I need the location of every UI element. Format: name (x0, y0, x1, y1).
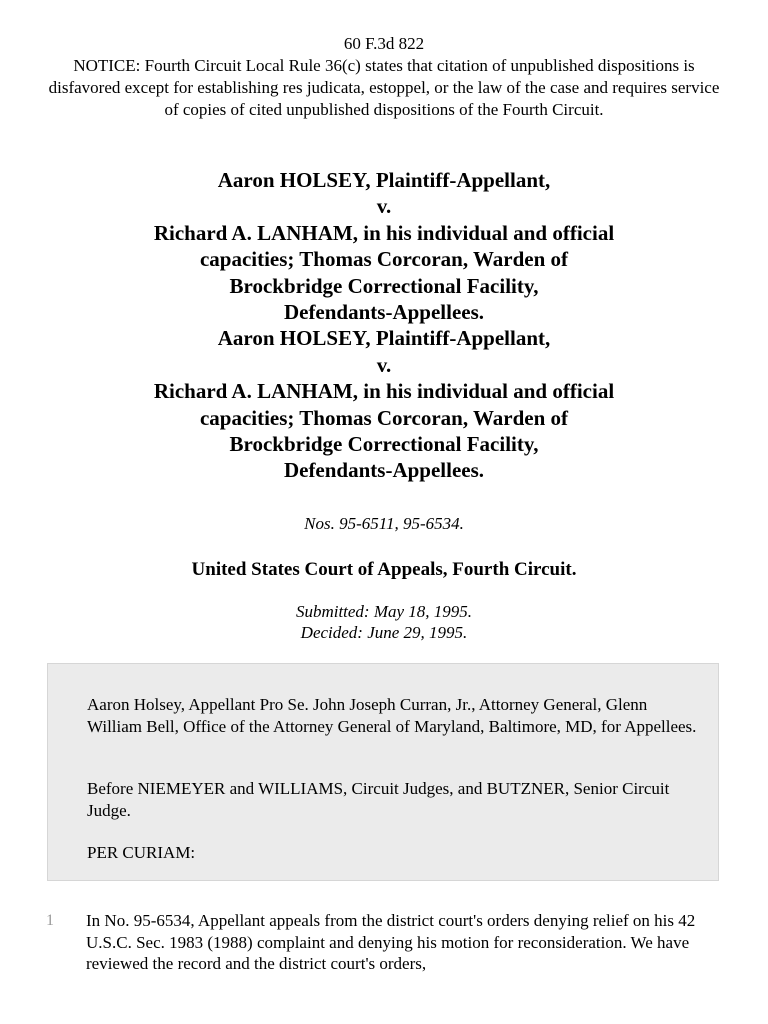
case-caption (40, 167, 728, 484)
caption-line: Brockbridge Correctional Facility, (229, 432, 539, 457)
caption-line: v. (376, 194, 392, 219)
opinion-paragraph: In No. 95-6534, Appellant appeals from the district court's orders denying relief on his 42 U.S.C. Sec. 1983 (1988) complaint and denying his motion for reconsideration. We have reviewed the record and the district court's orders, (86, 911, 696, 973)
caption-line: Richard A. LANHAM, in his individual and official (153, 379, 615, 404)
panel-text: Before NIEMEYER and WILLIAMS, Circuit Judges, and BUTZNER, Senior Circuit Judge. (87, 779, 670, 820)
caption-line: Defendants-Appellees. (283, 300, 485, 325)
counsel-box (47, 663, 719, 881)
caption-line: capacities; Thomas Corcoran, Warden of (199, 405, 569, 430)
court-name: United States Court of Appeals, Fourth Circuit. (191, 559, 577, 580)
decided-date: Decided: June 29, 1995. (300, 623, 468, 642)
case-header (40, 33, 728, 121)
notice-text: NOTICE: Fourth Circuit Local Rule 36(c) states that citation of unpublished dispositions is disfavored except for establishing res judicata, estoppel, or the law of the case and requires service of copies of cited unpublished dispositions of the Fourth Circuit. (48, 56, 720, 119)
per-curiam-text: PER CURIAM: (87, 843, 196, 862)
docket-numbers: Nos. 95-6511, 95-6534. (304, 514, 464, 533)
submitted-date: Submitted: May 18, 1995. (295, 602, 473, 621)
counsel-text: Aaron Holsey, Appellant Pro Se. John Joseph Curran, Jr., Attorney General, Glenn William Bell, Office of the Attorney General of Maryland, Baltimore, MD, for Appellees. (87, 695, 697, 736)
caption-line: Brockbridge Correctional Facility, (229, 273, 539, 298)
caption-line: capacities; Thomas Corcoran, Warden of (199, 247, 569, 272)
caption-line: Defendants-Appellees. (283, 458, 485, 483)
paragraph-number: 1 (46, 912, 54, 929)
caption-line: Aaron HOLSEY, Plaintiff-Appellant, (217, 168, 551, 192)
caption-line: v. (376, 352, 392, 377)
caption-line: Aaron HOLSEY, Plaintiff-Appellant, (217, 326, 551, 351)
citation: 60 F.3d 822 (343, 34, 425, 53)
caption-line: Richard A. LANHAM, in his individual and official (153, 220, 615, 245)
case-dates (40, 601, 728, 643)
